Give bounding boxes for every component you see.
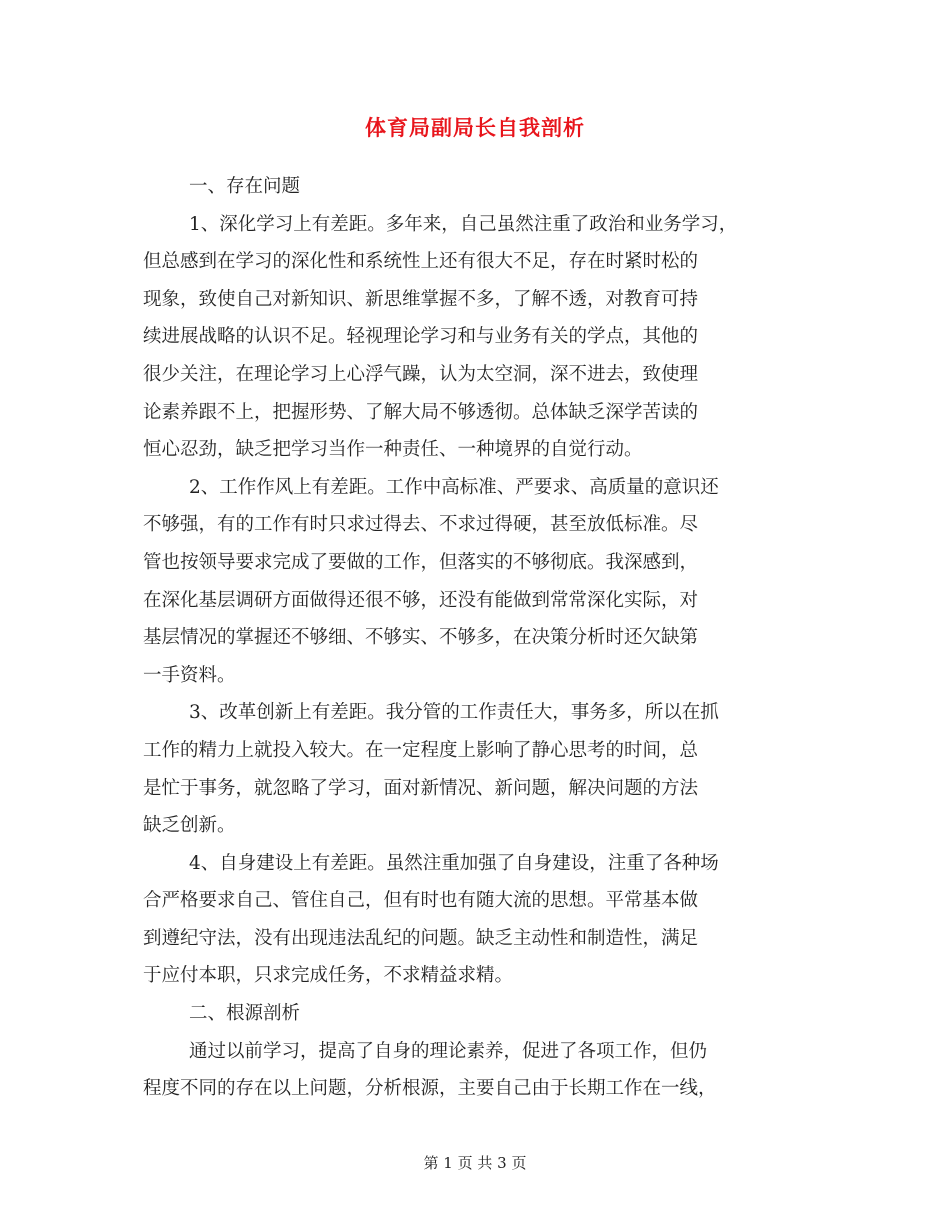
text-line: 到遵纪守法，没有出现违法乱纪的问题。缺乏主动性和制造性，满足: [143, 927, 699, 949]
text-line: 是忙于事务，就忽略了学习，面对新情况、新问题，解决问题的方法: [143, 777, 699, 799]
text-line: 合严格要求自己、管住自己，但有时也有随大流的思想。平常基本做: [143, 890, 699, 912]
text-line: 2、工作作风上有差距。工作中高标准、严要求、高质量的意识还: [189, 476, 719, 498]
text-line: 续进展战略的认识不足。轻视理论学习和与业务有关的学点，其他的: [143, 326, 699, 348]
text-line: 不够强，有的工作有时只求过得去、不求过得硬，甚至放低标准。尽: [143, 514, 699, 536]
text-line: 恒心忍劲，缺乏把学习当作一种责任、一种境界的自觉行动。: [143, 439, 643, 461]
text-line: 通过以前学习，提高了自身的理论素养，促进了各项工作，但仍: [189, 1040, 708, 1062]
text-line: 管也按领导要求完成了要做的工作，但落实的不够彻底。我深感到，: [143, 551, 699, 573]
text-line: 工作的精力上就投入较大。在一定程度上影响了静心思考的时间，总: [143, 739, 699, 761]
text-line: 一、存在问题: [189, 176, 301, 197]
text-line: 3、改革创新上有差距。我分管的工作责任大，事务多，所以在抓: [189, 702, 719, 724]
text-line: 程度不同的存在以上问题，分析根源，主要自己由于长期工作在一线，: [143, 1078, 717, 1100]
text-line: 二、根源剖析: [189, 1003, 301, 1025]
text-line: 1、深化学习上有差距。多年来，自己虽然注重了政治和业务学习，: [189, 213, 738, 235]
text-line: 论素养跟不上，把握形势、了解大局不够透彻。总体缺乏深学苦读的: [143, 401, 699, 423]
text-line: 很少关注，在理论学习上心浮气躁，认为太空洞，深不进去，致使理: [143, 363, 699, 385]
page-footer: 第 1 页 共 3 页: [423, 1154, 527, 1172]
text-line: 一手资料。: [143, 664, 236, 686]
text-line: 于应付本职，只求完成任务，不求精益求精。: [143, 965, 514, 987]
text-line: 但总感到在学习的深化性和系统性上还有很大不足，存在时紧时松的: [143, 251, 699, 273]
text-line: 在深化基层调研方面做得还很不够，还没有能做到常常深化实际，对: [143, 589, 699, 611]
document-body: [143, 168, 823, 1108]
text-line: 缺乏创新。: [143, 815, 236, 837]
text-line: 基层情况的掌握还不够细、不够实、不够多，在决策分析时还欠缺第: [143, 627, 699, 649]
text-line: 4、自身建设上有差距。虽然注重加强了自身建设，注重了各种场: [189, 852, 719, 874]
text-line: 现象，致使自己对新知识、新思维掌握不多，了解不透，对教育可持: [143, 288, 699, 310]
document-title: 体育局副局长自我剖析: [365, 115, 585, 140]
